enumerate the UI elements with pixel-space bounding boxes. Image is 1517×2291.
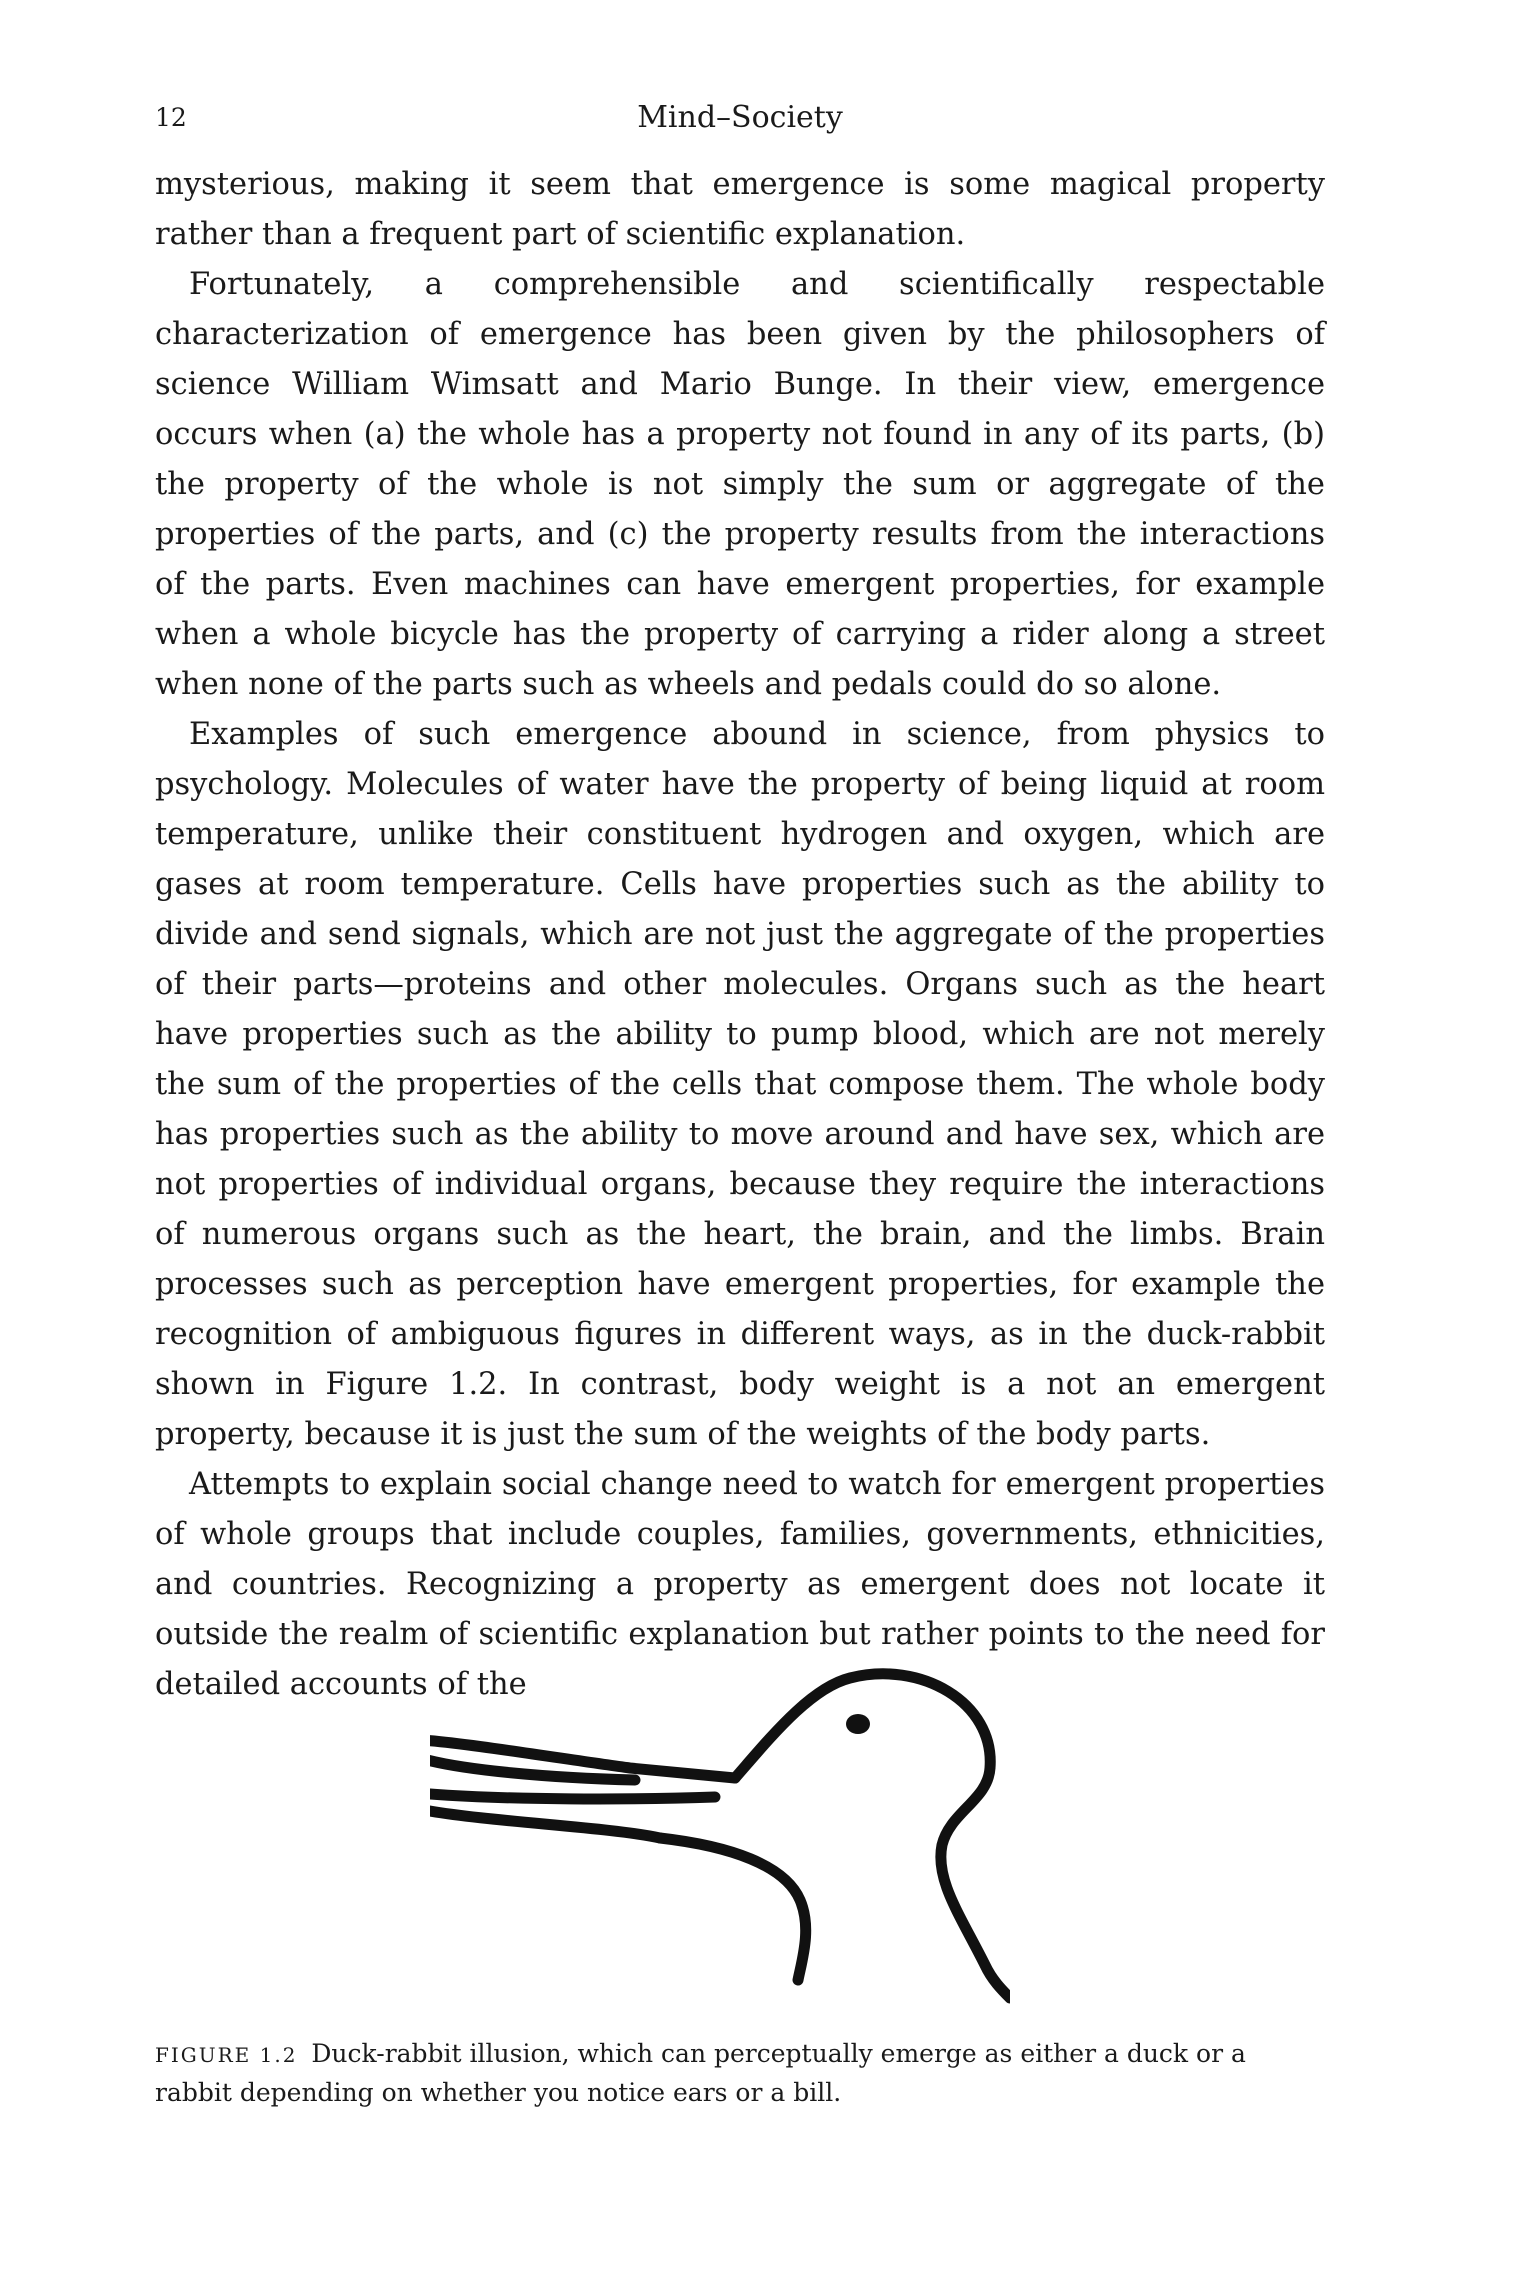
head-outline	[735, 1674, 1010, 1998]
upper-ear-outline	[430, 1740, 735, 1780]
duck-rabbit-illustration	[430, 1640, 1010, 2010]
paragraph-2: Fortunately, a comprehensible and scientifically respectable characterization of emergence has been given by the philosophers of science William Wimsatt and Mario Bunge. In their view, emergence occurs when (a) the whole has a property not found in any of its parts, (b) the property of the whole is not simply the sum or aggregate of the properties of the parts, and (c) the property results from the interactions of the parts. Even machines can have emergent properties, for example when a whole bicycle has the property of carrying a rider along a street when none of the parts such as wheels and pedals could do so alone.	[155, 267, 1325, 702]
figure-caption-text: Duck-rabbit illusion, which can perceptually emerge as either a duck or a rabbit depending on whether you notice ears or a bill.	[155, 2039, 1246, 2107]
running-title: Mind–Society	[637, 100, 843, 135]
duck-rabbit-figure	[430, 1640, 1010, 2010]
figure-caption	[155, 2035, 1325, 2112]
eye-dot	[846, 1714, 870, 1734]
chin-outline	[660, 1838, 806, 1980]
page-number: 12	[155, 103, 187, 132]
paragraph-3: Examples of such emergence abound in science, from physics to psychology. Molecules of water have the property of being liquid at room temperature, unlike their constituent hydrogen and oxygen, which are gases at room temperature. Cells have properties such as the ability to divide and send signals, which are not just the aggregate of the properties of their parts—proteins and other molecules. Organs such as the heart have properties such as the ability to pump blood, which are not merely the sum of the properties of the cells that compose them. The whole body has properties such as the ability to move around and have sex, which are not properties of individual organs, because they require the interactions of numerous organs such as the heart, the brain, and the limbs. Brain processes such as perception have emergent properties, for example the recognition of ambiguous figures in different ways, as in the duck-rabbit shown in Figure 1.2. In contrast, body weight is a not an emergent property, because it is just the sum of the weights of the body parts.	[155, 717, 1325, 1452]
running-head	[155, 96, 1325, 140]
figure-label: FIGURE 1.2	[155, 2043, 298, 2067]
paragraph-4: Attempts to explain social change need to watch for emergent properties of whole groups that include couples, families, governments, ethnicities, and countries. Recognizing a property as emergent does not locate it outside the realm of scientific explanation but rather points to the need for detailed accounts of the	[155, 1467, 1325, 1702]
paragraph-1: mysterious, making it seem that emergence is some magical property rather than a frequent part of scientific explanation.	[155, 167, 1325, 252]
lower-ear-outline	[430, 1794, 715, 1838]
body-text	[155, 160, 1325, 1710]
